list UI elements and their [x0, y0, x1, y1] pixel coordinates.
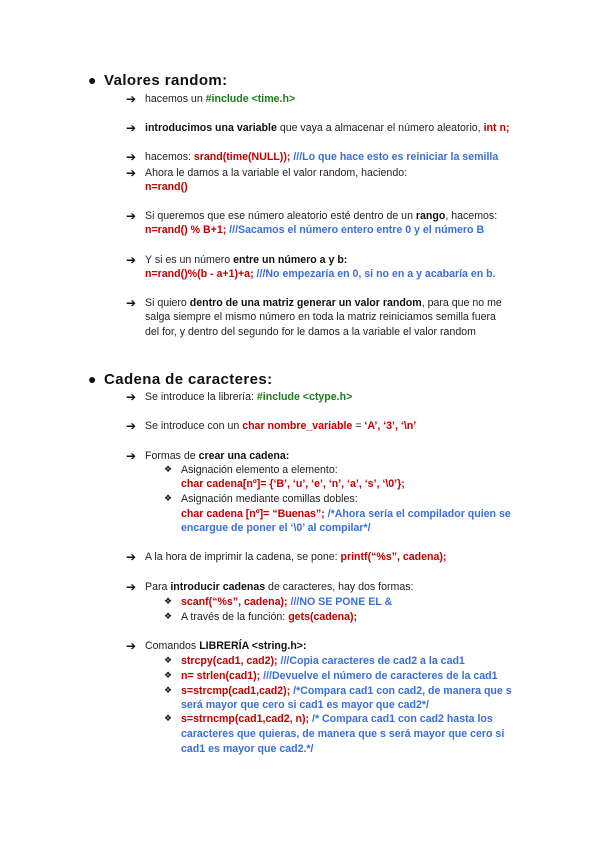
list-item: Si queremos que ese número aleatorio esté dentro de un rango, hacemos: — [145, 210, 498, 222]
code-line: n=rand() — [145, 181, 188, 193]
list-item: Ahora le damos a la variable el valor random, haciendo: — [145, 167, 408, 179]
code-line: char cadena [nº]= “Buenas”; /*Ahora sería el compilador quien se — [181, 508, 511, 520]
arrow-icon: ➔ — [126, 580, 137, 594]
arrow-icon: ➔ — [126, 449, 137, 463]
list-item-cont: del for, y dentro del segundo for le damos a la variable el valor random — [145, 326, 476, 338]
sub-item: n= strlen(cad1); ///Devuelve el número de caracteres de la cad1 — [181, 670, 498, 682]
list-item: hacemos: srand(time(NULL)); ///Lo que hace esto es reiniciar la semilla — [145, 151, 499, 163]
list-item: Comandos LIBRERÍA <string.h>: — [145, 640, 307, 652]
arrow-icon: ➔ — [126, 639, 137, 653]
list-item: Si quiero dentro de una matriz generar un valor random, para que no me — [145, 297, 502, 309]
sub-item: Asignación mediante comillas dobles: — [181, 493, 358, 505]
list-item: introducimos una variable que vaya a almacenar el número aleatorio, int n; — [145, 122, 510, 134]
diamond-icon: ❖ — [164, 611, 173, 621]
code-comment: encargue de poner el ‘\0’ al compilar*/ — [181, 522, 371, 534]
diamond-icon: ❖ — [164, 655, 173, 665]
section-title-random: ● Valores random: — [88, 72, 228, 89]
list-item: Y si es un número entre un número a y b: — [145, 254, 348, 266]
code-comment: cad1 es mayor que cad2.*/ — [181, 743, 314, 755]
diamond-icon: ❖ — [164, 493, 173, 503]
code-comment: será mayor que cero si cad1 es mayor que cad2*/ — [181, 699, 429, 711]
sub-item: s=strncmp(cad1,cad2, n); /* Compara cad1 con cad2 hasta los — [181, 713, 493, 725]
list-item: Se introduce con un char nombre_variable = ‘A’, ‘3’, ‘\n’ — [145, 420, 417, 432]
list-item: hacemos un #include <time.h> — [145, 93, 296, 105]
code-comment: caracteres que quieras, de manera que s será mayor que cero si — [181, 728, 505, 740]
code-line: n=rand() % B+1; ///Sacamos el número entero entre 0 y el número B — [145, 224, 485, 236]
arrow-icon: ➔ — [126, 550, 137, 564]
sub-item: A través de la función: gets(cadena); — [181, 611, 358, 623]
diamond-icon: ❖ — [164, 685, 173, 695]
diamond-icon: ❖ — [164, 464, 173, 474]
arrow-icon: ➔ — [126, 419, 137, 433]
diamond-icon: ❖ — [164, 713, 173, 723]
list-item: Se introduce la librería: #include <ctype.h> — [145, 391, 353, 403]
code-line: char cadena[nº]= {‘B’, ‘u’, ‘e’, ‘n’, ‘a’, ‘s’, ‘\0’}; — [181, 478, 405, 490]
sub-item: strcpy(cad1, cad2); ///Copia caracteres de cad2 a la cad1 — [181, 655, 465, 667]
arrow-icon: ➔ — [126, 390, 137, 404]
sub-item: Asignación elemento a elemento: — [181, 464, 338, 476]
arrow-icon: ➔ — [126, 209, 137, 223]
list-item: A la hora de imprimir la cadena, se pone: printf(“%s”, cadena); — [145, 551, 447, 563]
sub-item: scanf(“%s”, cadena); ///NO SE PONE EL & — [181, 596, 393, 608]
sub-item: s=strcmp(cad1,cad2); /*Compara cad1 con cad2, de manera que s — [181, 685, 512, 697]
arrow-icon: ➔ — [126, 166, 137, 180]
code-line: n=rand()%(b - a+1)+a; ///No empezaría en 0, si no en a y acabaría en b. — [145, 268, 496, 280]
arrow-icon: ➔ — [126, 121, 137, 135]
list-item: Para introducir cadenas de caracteres, hay dos formas: — [145, 581, 414, 593]
list-item: Formas de crear una cadena: — [145, 450, 290, 462]
list-item-cont: salga siempre el mismo número en toda la matriz reiniciamos semilla fuera — [145, 311, 496, 323]
arrow-icon: ➔ — [126, 150, 137, 164]
arrow-icon: ➔ — [126, 296, 137, 310]
arrow-icon: ➔ — [126, 253, 137, 267]
diamond-icon: ❖ — [164, 596, 173, 606]
diamond-icon: ❖ — [164, 670, 173, 680]
arrow-icon: ➔ — [126, 92, 137, 106]
section-title-cadena: ● Cadena de caracteres: — [88, 371, 273, 388]
